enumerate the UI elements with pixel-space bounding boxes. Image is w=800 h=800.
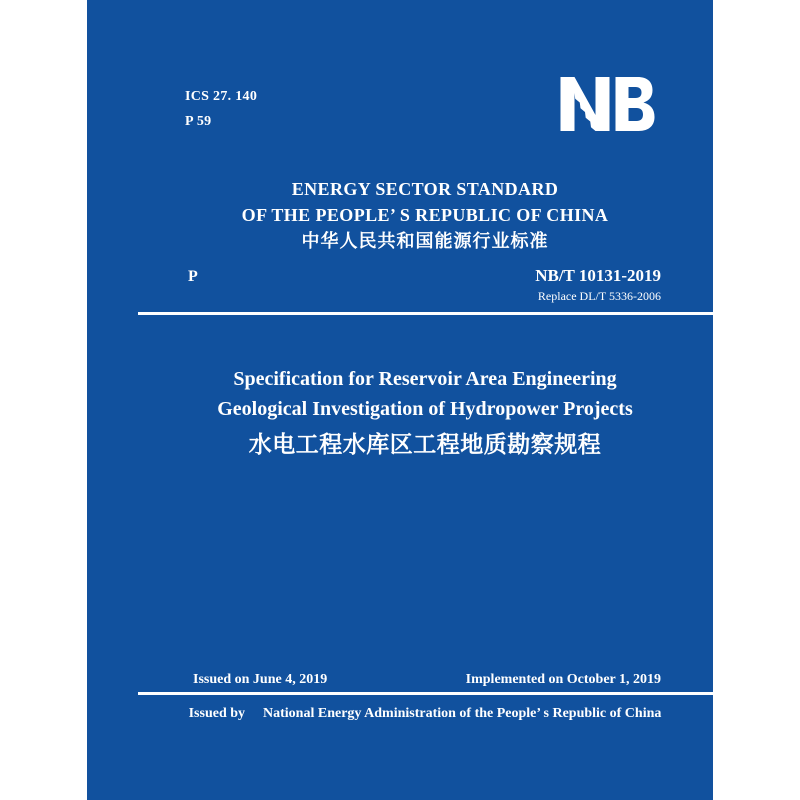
implemented-date: Implemented on October 1, 2019	[465, 672, 661, 687]
standard-number: NB/T 10131-2019	[535, 266, 661, 285]
issuer-row	[185, 702, 665, 726]
issued-by-label: Issued by	[188, 706, 246, 721]
title-en-block	[160, 364, 690, 424]
dates-row	[193, 668, 661, 692]
heading-en-line2: OF THE PEOPLE’ S REPUBLIC OF CHINA	[241, 205, 609, 225]
ics-block	[185, 84, 257, 134]
designation-prefix: P	[188, 268, 198, 285]
horizontal-rule-bottom	[138, 692, 713, 695]
ics-code: ICS 27. 140	[185, 89, 258, 104]
nb-logo-icon	[560, 77, 661, 131]
issued-date: Issued on June 4, 2019	[193, 672, 328, 687]
horizontal-rule-top	[138, 312, 713, 315]
standard-cover	[87, 0, 713, 800]
title-en-line2: Geological Investigation of Hydropower Projects	[217, 398, 633, 420]
heading-en-line1: ENERGY SECTOR STANDARD	[291, 179, 559, 199]
classification-code: P 59	[185, 114, 212, 129]
replaced-standard: Replace DL/T 5336-2006	[537, 289, 661, 303]
heading-cn: 中华人民共和国能源行业标准	[301, 231, 549, 251]
nb-logo-text	[560, 131, 561, 132]
issued-by-value: National Energy Administration of the People’ s Republic of China	[263, 706, 662, 721]
title-cn: 水电工程水库区工程地质勘察规程	[248, 432, 602, 457]
standard-heading	[185, 176, 665, 254]
title-en-line1: Specification for Reservoir Area Engineering	[233, 368, 617, 390]
